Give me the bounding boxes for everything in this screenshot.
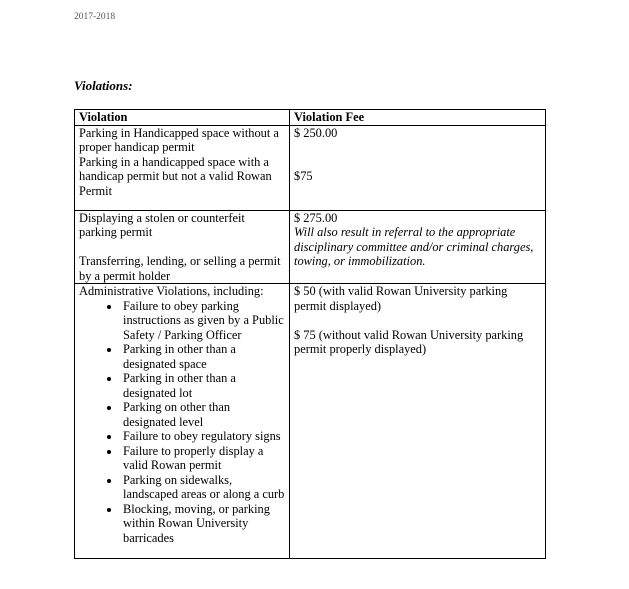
violation-list bbox=[79, 299, 285, 546]
section-title: Violations: bbox=[74, 78, 133, 93]
fee-text: $ 75 (without valid Rowan University parking permit properly displayed) bbox=[294, 327, 524, 356]
column-header-fee: Violation Fee bbox=[290, 110, 546, 126]
violation-text: Displaying a stolen or counterfeit parking permit bbox=[79, 210, 245, 239]
list-item: • Failure to properly display a valid Rowan permit bbox=[121, 444, 285, 473]
fee-cell bbox=[290, 210, 546, 284]
fee-text: $75 bbox=[294, 169, 313, 183]
table-header-row bbox=[75, 110, 546, 126]
violation-intro: Administrative Violations, including: bbox=[79, 284, 264, 298]
list-item: • Failure to obey regulatory signs bbox=[121, 429, 285, 444]
fee-note: Will also result in referral to the appropriate disciplinary committee and/or criminal charges, towing, or immobilization. bbox=[294, 225, 534, 268]
violations-table bbox=[74, 109, 546, 559]
fee-text: $ 275.00 bbox=[294, 210, 338, 225]
list-item: • Parking on sidewalks, landscaped areas or along a curb bbox=[121, 473, 285, 502]
violation-text: Transferring, lending, or selling a permit by a permit holder bbox=[79, 254, 281, 283]
list-item: • Parking in other than a designated space bbox=[121, 342, 285, 371]
page-header-year: 2017-2018 bbox=[74, 12, 116, 22]
fee-text: $ 50 (with valid Rowan University parking permit displayed) bbox=[294, 284, 508, 313]
list-item: • Parking on other than designated level bbox=[121, 400, 285, 429]
list-item: • Failure to obey parking instructions as given by a Public Safety / Parking Officer bbox=[121, 299, 285, 343]
violation-cell bbox=[75, 210, 290, 284]
table-row bbox=[75, 284, 546, 559]
violation-text: Parking in a handicapped space with a handicap permit but not a valid Rowan Permit bbox=[79, 154, 272, 198]
violation-cell bbox=[75, 125, 290, 210]
table-row bbox=[75, 125, 546, 210]
column-header-violation: Violation bbox=[75, 110, 290, 126]
fee-text: $ 250.00 bbox=[294, 125, 338, 140]
list-item: • Parking in other than a designated lot bbox=[121, 371, 285, 400]
violation-cell bbox=[75, 284, 290, 559]
fee-cell bbox=[290, 284, 546, 559]
list-item: • Blocking, moving, or parking within Rowan University barricades bbox=[121, 502, 285, 546]
violation-text: Parking in Handicapped space without a proper handicap permit bbox=[79, 125, 279, 154]
fee-cell bbox=[290, 125, 546, 210]
table-row bbox=[75, 210, 546, 284]
